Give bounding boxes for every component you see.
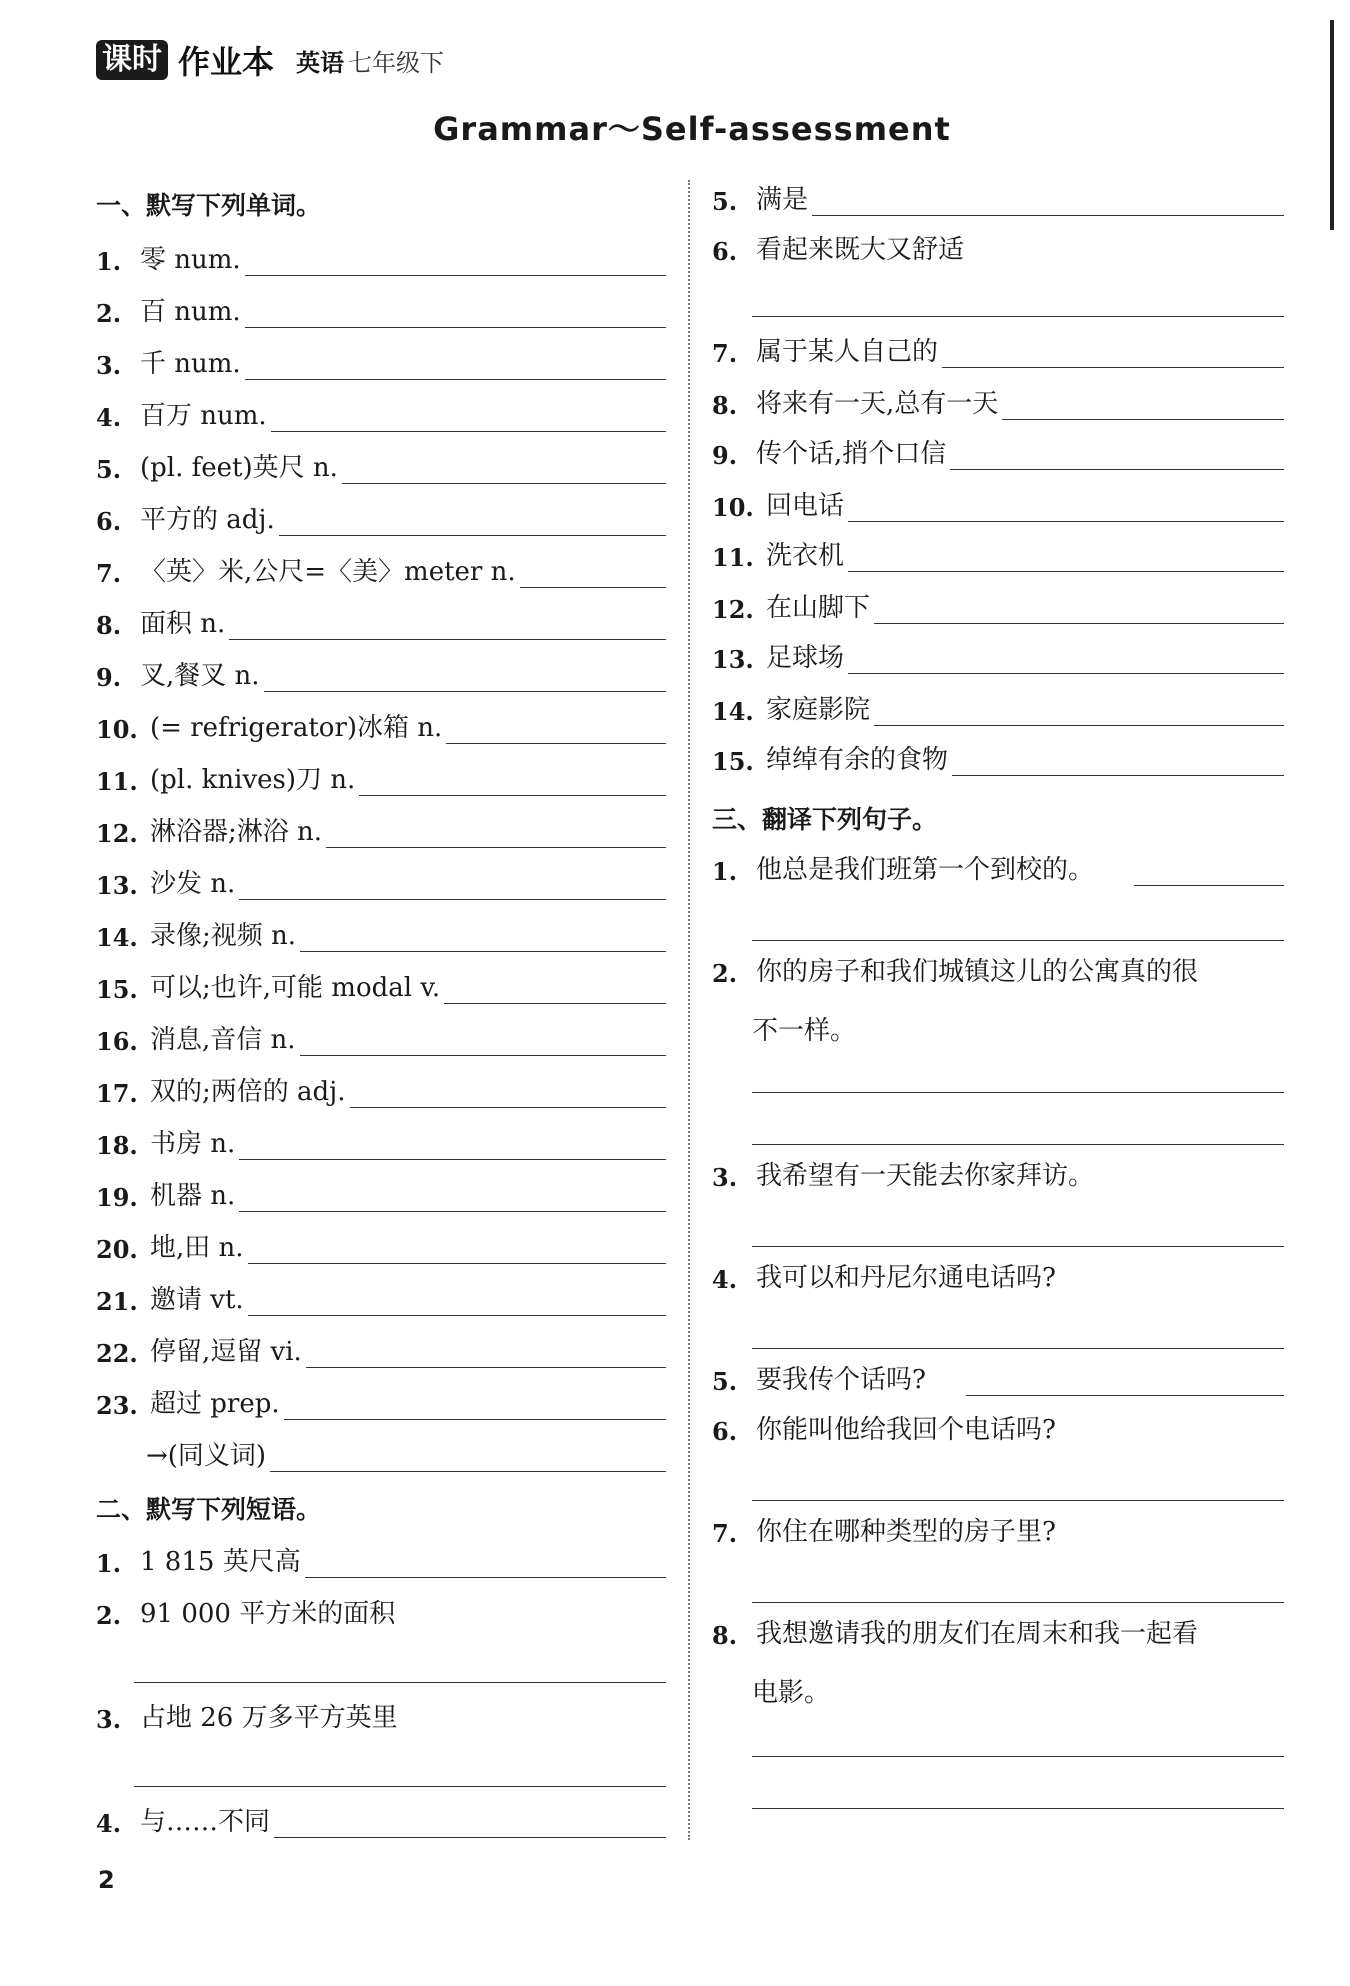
item-prompt: 看起来既大又舒适 <box>756 235 965 265</box>
item-prompt: 你住在哪种类型的房子里? <box>756 1517 1056 1547</box>
item-number: 13. <box>712 645 754 674</box>
sentence-item-5 <box>712 1358 1284 1396</box>
page-title: Grammar～Self-assessment <box>433 110 951 148</box>
answer-blank[interactable] <box>300 1025 666 1056</box>
answer-blank[interactable] <box>874 695 1284 726</box>
answer-blank[interactable] <box>1134 855 1284 886</box>
item-prompt: 传个话,捎个口信 <box>756 439 947 469</box>
word-item-13 <box>96 862 666 900</box>
item-prompt: 足球场 <box>766 643 845 673</box>
item-prompt: 邀请 vt. <box>150 1285 244 1315</box>
item-prompt: 回电话 <box>766 491 845 521</box>
item-number: 7. <box>96 559 122 588</box>
answer-blank[interactable] <box>279 505 666 536</box>
item-prompt: (= refrigerator)冰箱 n. <box>150 713 443 743</box>
word-item-9 <box>96 654 666 692</box>
answer-blank[interactable] <box>952 745 1284 776</box>
item-prompt: 超过 prep. <box>150 1389 280 1419</box>
answer-blank[interactable] <box>812 185 1284 216</box>
answer-blank[interactable] <box>1002 389 1284 420</box>
item-prompt: 我可以和丹尼尔通电话吗? <box>756 1263 1056 1293</box>
word-item-16 <box>96 1018 666 1056</box>
item-number: 3. <box>96 351 122 380</box>
item-number: 11. <box>712 543 754 572</box>
item-number: 4. <box>96 403 122 432</box>
item-prompt: 你能叫他给我回个电话吗? <box>756 1415 1056 1445</box>
phrase-item-8 <box>712 382 1284 420</box>
word-item-23 <box>96 1382 666 1420</box>
book-logo <box>96 37 274 83</box>
item-prompt: 书房 n. <box>150 1129 236 1159</box>
word-item-15 <box>96 966 666 1004</box>
logo-text: 作业本 <box>178 43 275 81</box>
answer-blank[interactable] <box>239 1129 666 1160</box>
item-prompt: 1 815 英尺高 <box>140 1547 301 1577</box>
sentence-item-2 <box>712 950 1284 988</box>
item-prompt: 满是 <box>756 185 809 215</box>
answer-blank[interactable] <box>520 557 666 588</box>
item-number: 7. <box>712 339 738 368</box>
sentence-continuation: 不一样。 <box>752 1016 857 1046</box>
phrase-item-13 <box>712 636 1284 674</box>
item-number: 16. <box>96 1027 138 1056</box>
sentence-item-4 <box>712 1256 1284 1294</box>
item-prompt: 淋浴器;淋浴 n. <box>150 817 323 847</box>
word-item-7 <box>96 550 666 588</box>
answer-blank[interactable] <box>350 1077 667 1108</box>
phrase-item-9 <box>712 432 1284 470</box>
item-prompt: 属于某人自己的 <box>756 337 939 367</box>
answer-blank[interactable] <box>229 609 666 640</box>
word-item-23-synonym <box>146 1434 666 1472</box>
word-item-5 <box>96 446 666 484</box>
phrase-item-6 <box>712 228 1284 266</box>
phrase-item-12 <box>712 586 1284 624</box>
item-number: 6. <box>712 237 738 266</box>
item-number: 1. <box>96 247 122 276</box>
answer-blank[interactable] <box>848 643 1284 674</box>
answer-blank[interactable] <box>264 661 666 692</box>
answer-blank[interactable] <box>326 817 666 848</box>
word-item-20 <box>96 1226 666 1264</box>
item-prompt: 千 num. <box>140 349 241 379</box>
word-item-10 <box>96 706 666 744</box>
item-number: 19. <box>96 1183 138 1212</box>
item-number: 20. <box>96 1235 138 1264</box>
answer-line[interactable] <box>752 314 1284 317</box>
answer-blank[interactable] <box>342 453 666 484</box>
item-number: 5. <box>96 455 122 484</box>
item-number: 14. <box>96 923 138 952</box>
item-number: 7. <box>712 1519 738 1548</box>
phrase-item-1 <box>96 1540 666 1578</box>
answer-line[interactable] <box>752 938 1284 941</box>
column-divider <box>688 180 690 1840</box>
word-item-4 <box>96 394 666 432</box>
word-item-17 <box>96 1070 666 1108</box>
item-number: 9. <box>96 663 122 692</box>
phrase-item-14 <box>712 688 1284 726</box>
phrase-item-2 <box>96 1592 666 1630</box>
answer-blank[interactable] <box>239 869 666 900</box>
item-prompt: 叉,餐叉 n. <box>140 661 260 691</box>
item-number: 23. <box>96 1391 138 1420</box>
answer-line[interactable] <box>134 1784 666 1787</box>
answer-blank[interactable] <box>966 1365 1284 1396</box>
subject-label: 英语 <box>296 48 345 77</box>
answer-blank[interactable] <box>245 297 666 328</box>
item-prompt: 零 num. <box>140 245 241 275</box>
word-item-11 <box>96 758 666 796</box>
item-number: 12. <box>96 819 138 848</box>
phrase-item-4 <box>96 1800 666 1838</box>
item-number: 4. <box>712 1265 738 1294</box>
item-prompt: 家庭影院 <box>766 695 871 725</box>
synonym-prompt: →(同义词) <box>146 1441 267 1471</box>
answer-blank[interactable] <box>271 401 666 432</box>
item-prompt: 占地 26 万多平方英里 <box>140 1703 398 1733</box>
item-number: 5. <box>712 187 738 216</box>
section-1-heading: 一、默写下列单词。 <box>96 191 322 220</box>
answer-blank[interactable] <box>305 1547 666 1578</box>
item-number: 11. <box>96 767 138 796</box>
answer-line[interactable] <box>752 1142 1284 1145</box>
sentence-item-8 <box>712 1612 1284 1650</box>
item-prompt: 91 000 平方米的面积 <box>140 1599 396 1629</box>
section-2-heading: 二、默写下列短语。 <box>96 1495 322 1524</box>
item-prompt: 可以;也许,可能 modal v. <box>150 973 441 1003</box>
item-prompt: 我想邀请我的朋友们在周末和我一起看 <box>756 1619 1199 1649</box>
word-item-2 <box>96 290 666 328</box>
item-number: 17. <box>96 1079 138 1108</box>
item-prompt: 机器 n. <box>150 1181 236 1211</box>
item-prompt: 双的;两倍的 adj. <box>150 1077 346 1107</box>
answer-blank[interactable] <box>239 1181 666 1212</box>
answer-line[interactable] <box>752 1244 1284 1247</box>
item-prompt: 我希望有一天能去你家拜访。 <box>756 1161 1095 1191</box>
grade-label: 七年级下 <box>348 48 445 77</box>
word-item-19 <box>96 1174 666 1212</box>
word-item-8 <box>96 602 666 640</box>
item-prompt: 面积 n. <box>140 609 226 639</box>
item-number: 1. <box>712 857 738 886</box>
item-prompt: 在山脚下 <box>766 593 871 623</box>
answer-blank[interactable] <box>270 1441 666 1472</box>
item-number: 4. <box>96 1809 122 1838</box>
item-prompt: 你的房子和我们城镇这儿的公寓真的很 <box>756 957 1199 987</box>
item-number: 14. <box>712 697 754 726</box>
item-number: 6. <box>96 507 122 536</box>
answer-blank[interactable] <box>444 973 666 1004</box>
word-item-1 <box>96 238 666 276</box>
item-number: 12. <box>712 595 754 624</box>
item-number: 13. <box>96 871 138 900</box>
answer-blank[interactable] <box>306 1337 666 1368</box>
answer-blank[interactable] <box>874 593 1284 624</box>
answer-blank[interactable] <box>446 713 666 744</box>
item-prompt: (pl. knives)刀 n. <box>150 765 356 795</box>
sentence-item-1 <box>712 848 1284 886</box>
answer-blank[interactable] <box>245 245 666 276</box>
answer-blank[interactable] <box>248 1285 666 1316</box>
item-number: 10. <box>712 493 754 522</box>
item-prompt: 洗衣机 <box>766 541 845 571</box>
phrase-item-7 <box>712 330 1284 368</box>
word-item-18 <box>96 1122 666 1160</box>
item-number: 2. <box>96 299 122 328</box>
logo-tile: 课时 <box>96 40 168 80</box>
word-item-12 <box>96 810 666 848</box>
answer-blank[interactable] <box>848 491 1284 522</box>
item-number: 8. <box>712 391 738 420</box>
item-prompt: 沙发 n. <box>150 869 236 899</box>
item-number: 2. <box>712 959 738 988</box>
item-number: 9. <box>712 441 738 470</box>
page-number: 2 <box>98 1866 115 1894</box>
item-number: 6. <box>712 1417 738 1446</box>
word-item-3 <box>96 342 666 380</box>
word-item-14 <box>96 914 666 952</box>
item-prompt: 绰绰有余的食物 <box>766 745 949 775</box>
item-prompt: 录像;视频 n. <box>150 921 297 951</box>
answer-line[interactable] <box>752 1806 1284 1809</box>
word-item-21 <box>96 1278 666 1316</box>
book-header <box>96 36 444 84</box>
item-number: 15. <box>96 975 138 1004</box>
item-prompt: 百 num. <box>140 297 241 327</box>
item-prompt: 地,田 n. <box>150 1233 244 1263</box>
answer-line[interactable] <box>752 1498 1284 1501</box>
item-prompt: 平方的 adj. <box>140 505 275 535</box>
item-prompt: 与……不同 <box>140 1807 271 1837</box>
answer-blank[interactable] <box>359 765 666 796</box>
answer-blank[interactable] <box>284 1389 666 1420</box>
item-prompt: (pl. feet)英尺 n. <box>140 453 338 483</box>
sentence-continuation: 电影。 <box>752 1678 831 1708</box>
answer-line[interactable] <box>752 1090 1284 1093</box>
answer-blank[interactable] <box>300 921 666 952</box>
item-prompt: 要我传个话吗? <box>756 1365 926 1395</box>
answer-line[interactable] <box>752 1754 1284 1757</box>
answer-blank[interactable] <box>848 541 1284 572</box>
item-number: 15. <box>712 747 754 776</box>
item-number: 8. <box>712 1621 738 1650</box>
item-number: 2. <box>96 1601 122 1630</box>
phrase-item-10 <box>712 484 1284 522</box>
sentence-item-6 <box>712 1408 1284 1446</box>
answer-line[interactable] <box>134 1680 666 1683</box>
item-number: 10. <box>96 715 138 744</box>
sentence-item-3 <box>712 1154 1284 1192</box>
item-prompt: 百万 num. <box>140 401 267 431</box>
item-number: 22. <box>96 1339 138 1368</box>
answer-blank[interactable] <box>248 1233 666 1264</box>
answer-blank[interactable] <box>245 349 666 380</box>
item-prompt: 将来有一天,总有一天 <box>756 389 999 419</box>
item-number: 21. <box>96 1287 138 1316</box>
answer-blank[interactable] <box>274 1807 666 1838</box>
answer-line[interactable] <box>752 1346 1284 1349</box>
item-number: 18. <box>96 1131 138 1160</box>
section-3-heading: 三、翻译下列句子。 <box>712 805 938 834</box>
item-prompt: 〈英〉米,公尺=〈美〉meter n. <box>140 557 516 587</box>
item-number: 1. <box>96 1549 122 1578</box>
word-item-6 <box>96 498 666 536</box>
phrase-item-15 <box>712 738 1284 776</box>
item-number: 5. <box>712 1367 738 1396</box>
item-prompt: 消息,音信 n. <box>150 1025 296 1055</box>
answer-blank[interactable] <box>950 439 1284 470</box>
sentence-item-7 <box>712 1510 1284 1548</box>
word-item-22 <box>96 1330 666 1368</box>
phrase-item-3 <box>96 1696 666 1734</box>
answer-blank[interactable] <box>942 337 1284 368</box>
item-number: 3. <box>712 1163 738 1192</box>
answer-line[interactable] <box>752 1600 1284 1603</box>
phrase-item-5 <box>712 178 1284 216</box>
item-prompt: 他总是我们班第一个到校的。 <box>756 855 1095 885</box>
item-number: 8. <box>96 611 122 640</box>
item-number: 3. <box>96 1705 122 1734</box>
item-prompt: 停留,逗留 vi. <box>150 1337 302 1367</box>
phrase-item-11 <box>712 534 1284 572</box>
